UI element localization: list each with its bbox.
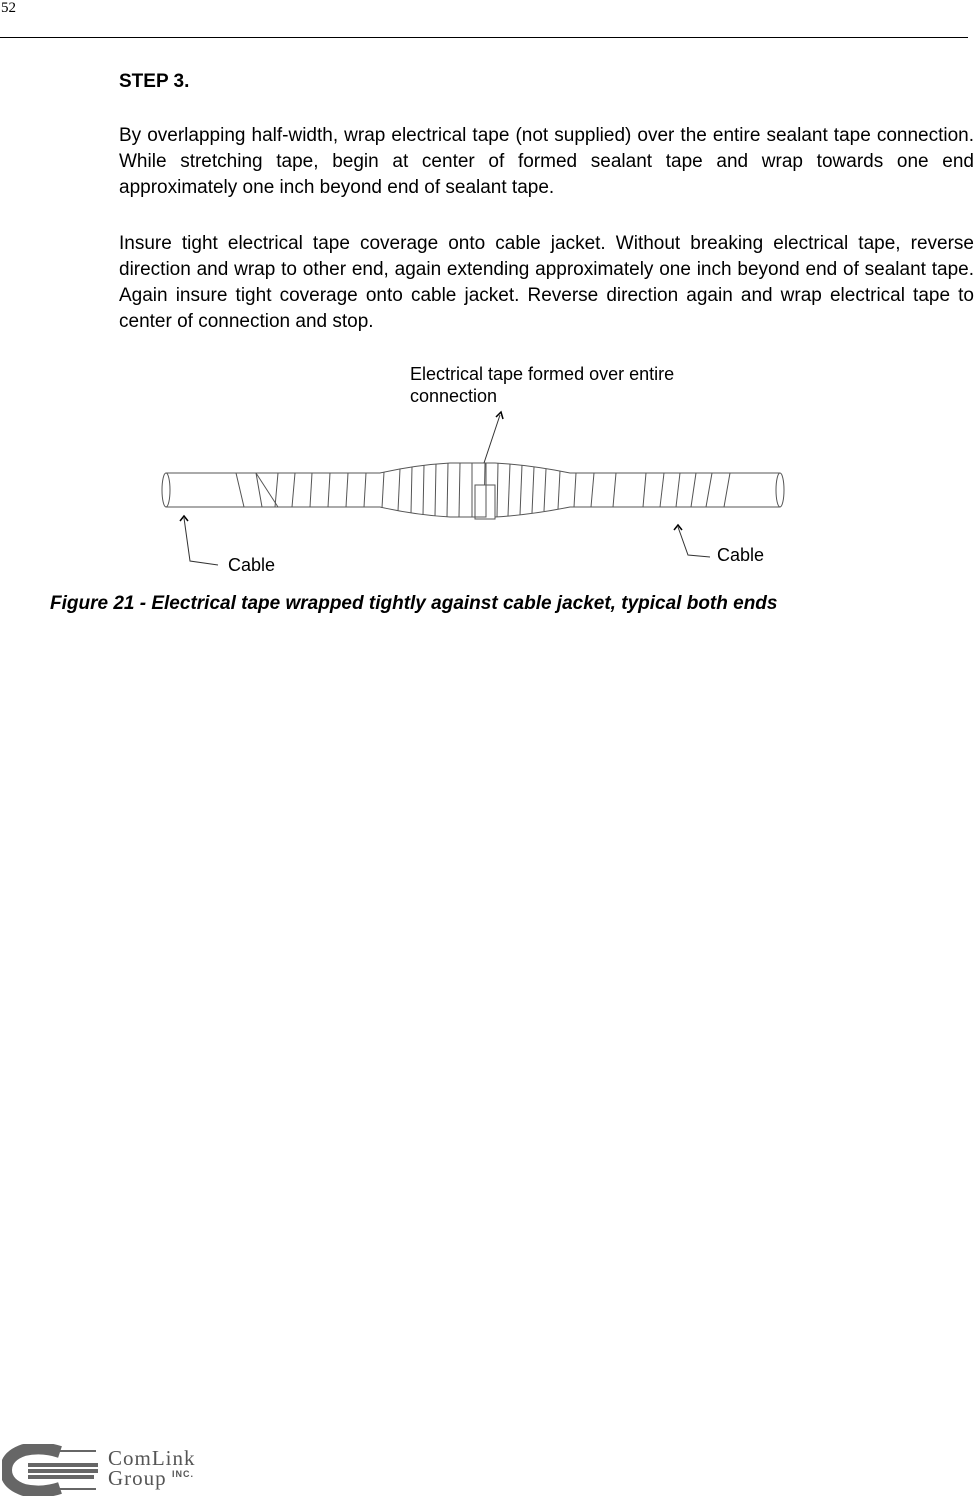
callout-electrical-tape: Electrical tape formed over entire connection xyxy=(410,364,675,406)
instruction-paragraph-2: Insure tight electrical tape coverage onto cable jacket. Without breaking electrical tape, reverse direction and wrap to other end, again extending approximately one inch beyond end of sealant tape. Again insure tight coverage onto cable jacket. Reverse direction again and wrap electrical tape to center of connection and stop. xyxy=(119,233,974,332)
page-number: 52 xyxy=(1,0,16,16)
leader-left xyxy=(184,518,218,565)
logo-suffix: INC. xyxy=(172,1469,194,1479)
logo-line-2: Group xyxy=(108,1466,167,1490)
step-heading: STEP 3. xyxy=(119,71,190,92)
figure-caption: Figure 21 - Electrical tape wrapped tightly against cable jacket, typical both ends xyxy=(50,593,778,614)
logo-line-1: ComLink xyxy=(108,1446,196,1470)
callout-cable-left: Cable xyxy=(228,555,276,575)
tape-end-tab xyxy=(475,485,495,519)
cable-right-end xyxy=(776,473,784,507)
leader-right xyxy=(678,527,710,557)
leader-top xyxy=(484,415,500,463)
cable-left-end xyxy=(162,473,170,507)
callout-cable-right: Cable xyxy=(717,545,765,565)
cable-outline xyxy=(166,463,780,517)
instruction-paragraph-1: By overlapping half-width, wrap electrical tape (not supplied) over the entire sealant tape connection. While stretching tape, begin at center of formed sealant tape and wrap towards one end approximately one inch beyond end of sealant tape. xyxy=(119,125,974,198)
logo-mark-icon xyxy=(2,1444,102,1496)
header-rule xyxy=(0,37,968,38)
figure-cable-wrap xyxy=(150,355,810,585)
comlink-logo xyxy=(2,1444,232,1496)
